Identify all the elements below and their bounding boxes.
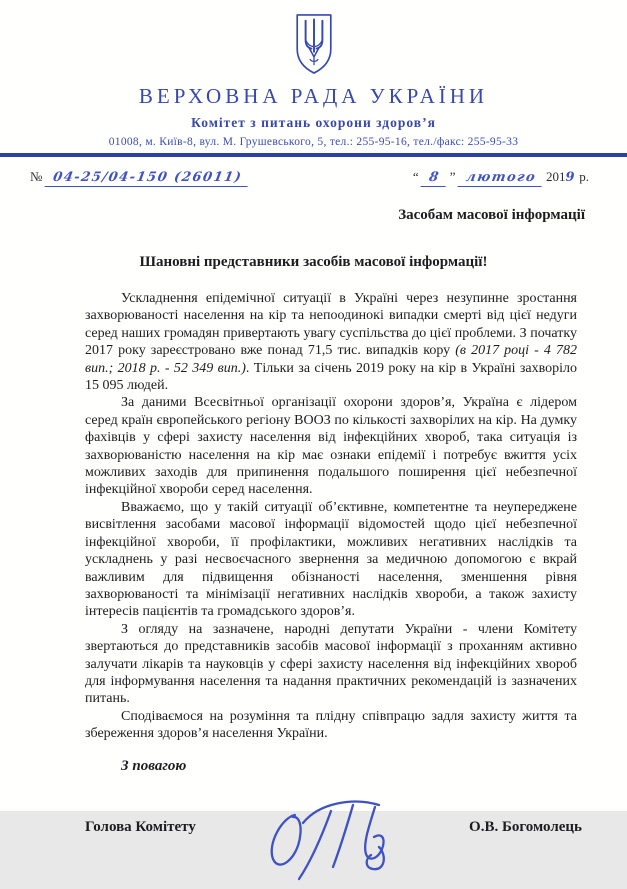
- paragraph-1-statistics-italic: (в 2017 році - 4 782 вип.; 2018 р. - 52 349 вип.): [85, 343, 577, 376]
- address-line: 01008, м. Київ-8, вул. М. Грушевського, 5, тел.: 255-95-16, тел./факс: 255-95-33: [108, 136, 519, 148]
- date-open-quote: “: [412, 169, 419, 184]
- date-month-handwritten: лютого: [457, 170, 544, 187]
- paragraph-1-text-b: . Тільки за січень 2019 року на кір в Україні захворіло 15 095 людей.: [85, 360, 578, 394]
- regards: З повагою: [121, 757, 187, 774]
- reference-row: [30, 169, 589, 187]
- letterhead-divider: [0, 153, 627, 157]
- reference-number: [30, 169, 249, 187]
- addressee: Засобам масової інформації: [398, 207, 585, 223]
- date-day-handwritten: 8: [420, 170, 448, 187]
- date-year-handwritten: 9: [565, 170, 576, 185]
- paragraph-5: Сподіваємося на розуміння та плідну співпрацю задля захисту життя та збереження здоров’я населення України.: [85, 708, 577, 742]
- date-close-quote: ”: [449, 169, 456, 184]
- letter-body: [85, 290, 577, 743]
- date-year-printed: 201: [545, 169, 566, 184]
- handwritten-signature: [253, 789, 428, 889]
- paragraph-1: [85, 290, 577, 394]
- signer-title: Голова Комітету: [85, 818, 196, 835]
- paragraph-1-text-a: Ускладнення епідемічної ситуації в Україні через незупинне зростання захворюваності населення на кір та непоодинокі випадки смерті від цієї недуги серед наших громадян привертають увагу суспільства до цієї проблеми. З початку 2017 року зареєстровано вже понад 71,5 тис. випадків кору: [85, 291, 577, 359]
- org-name: ВЕРХОВНА РАДА УКРАЇНИ: [138, 84, 489, 108]
- reference-number-handwritten: 04-25/04-150 (26011): [44, 170, 250, 187]
- date-suffix: р.: [579, 169, 589, 184]
- letterhead: [0, 0, 627, 148]
- number-sign: №: [30, 169, 43, 184]
- signature-block: [85, 819, 582, 836]
- ukraine-trident-emblem: [291, 13, 337, 75]
- salutation: Шановні представники засобів масової інформації!: [139, 254, 488, 270]
- paragraph-4: З огляду на зазначене, народні депутати України - члени Комітету звертаються до представників засобів масової інформації з проханням активно залучати лікарів та науковців у сфері захисту населення від інфекційних хвороб для інформування населення та надання практичних рекомендацій із зазначених питань.: [85, 621, 577, 707]
- committee-name: Комітет з питань охорони здоров’я: [191, 115, 436, 130]
- letter-date: [413, 169, 589, 187]
- signer-name: О.В. Богомолець: [469, 818, 582, 835]
- paragraph-3: Вважаємо, що у такій ситуації об’єктивне, компетентне та неупереджене висвітлення засобами масової інформації відомостей щодо цієї небезпечної інфекційної хвороби, її профілактики, можливих негативних наслідків та ускладнень у разі несвоєчасного звернення за медичною допомогою є вкрай важливим для підвищення обізнаності населення, зменшення рівня захворюваності та мінімізації негативних наслідків хвороби, а також захисту інтересів пацієнтів та громадського здоров’я.: [85, 499, 577, 620]
- paragraph-2: За даними Всесвітньої організації охорони здоров’я, Україна є лідером серед країн європейського регіону ВООЗ по кількості захворілих на кір. На думку фахівців у сфері захисту населення від інфекційних хвороб, така ситуація із захворюваністю населення на кір має ознаки епідемії і потребує вжиття усіх можливих заходів для припинення подальшого поширення цієї небезпечної інфекційної хвороби серед населення.: [85, 395, 577, 498]
